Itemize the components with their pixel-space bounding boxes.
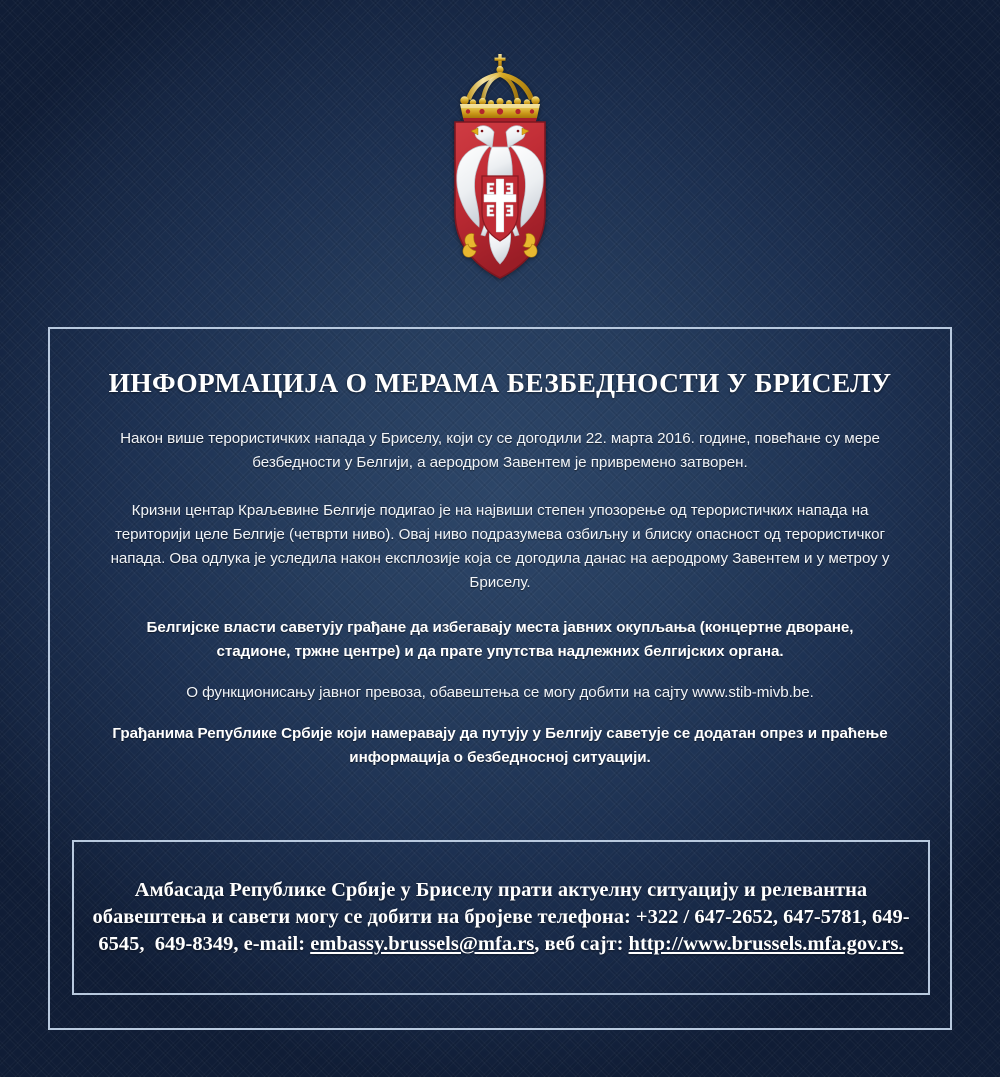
- phone-prefix: +322 /: [635, 905, 695, 928]
- email-label: e-mail:: [243, 933, 311, 956]
- paragraph-1: Након више терористичких напада у Бриселу, који су се догодили 22. марта 2016. године, повећане су мере безбедности у Белгији, а аеродром Завентем је привремено затворен.: [120, 429, 880, 471]
- shield-icon: [455, 122, 545, 278]
- paragraph-3-advisory: Белгијске власти саветују грађане да избегавају места јавних окупљања (концертне дворане, стадионе, тржне центре) и да прате упутства надлежних белгијских органа.: [146, 618, 854, 660]
- embassy-website-link[interactable]: http://www.brussels.mfa.gov.rs.: [628, 933, 904, 956]
- paragraph-5-travel-advice: Грађанима Републике Србије који намеравају да путују у Белгију саветује се додатан опрез и праћење информација о безбедносној ситуацији.: [112, 724, 888, 766]
- web-label: , веб сајт:: [534, 933, 629, 956]
- embassy-contact-text: Амбасада Републике Србије у Бриселу прати актуелну ситуацију и релевантна обавештења и савети могу се добити на бројеве телефона: +322 / 647-2652, 647-5781, 649-6545, 649-8349, e-mail: embassy.brussels@mfa.rs, веб сајт: http://www.brussels.mfa.gov.rs.: [92, 878, 910, 956]
- phone-number-1[interactable]: 647-2652: [694, 905, 773, 928]
- body-text: [80, 427, 920, 770]
- paragraph-4-transport: О функционисању јавног превоза, обавештења се могу добити на сајту www.stib-mivb.be.: [186, 683, 814, 701]
- embassy-contact-box: [72, 840, 930, 995]
- contact-intro: Амбасада Републике Србије у Бриселу прати актуелну ситуацију и релевантна обавештења и савети могу се добити на бројеве телефона:: [92, 878, 868, 928]
- information-panel: [48, 327, 952, 1030]
- coat-of-arms-of-serbia-icon: [434, 52, 566, 284]
- phone-number-4[interactable]: 649-8349: [154, 933, 234, 956]
- embassy-email-link[interactable]: embassy.brussels@mfa.rs: [310, 933, 535, 956]
- phone-number-2[interactable]: 647-5781: [783, 905, 862, 928]
- page-title: ИНФОРМАЦИЈА О МЕРАМА БЕЗБЕДНОСТИ У БРИСЕЛУ: [108, 367, 892, 398]
- phone-number-3[interactable]: 649-6545: [98, 905, 910, 956]
- paragraph-2: Кризни центар Краљевине Белгије подигао је на највиши степен упозорење од терористичких напада на територији целе Белгије (четврти ниво). Овај ниво подразумева озбиљну и блиску опасност од терористичког напада. Ова одлука је уследила након експлозије која се догодила данас на аеродрому Завентем и у метроу у Бриселу.: [110, 501, 890, 591]
- crown-icon: [460, 54, 540, 124]
- emblem-container: [0, 52, 1000, 292]
- panel-inner: [50, 329, 950, 770]
